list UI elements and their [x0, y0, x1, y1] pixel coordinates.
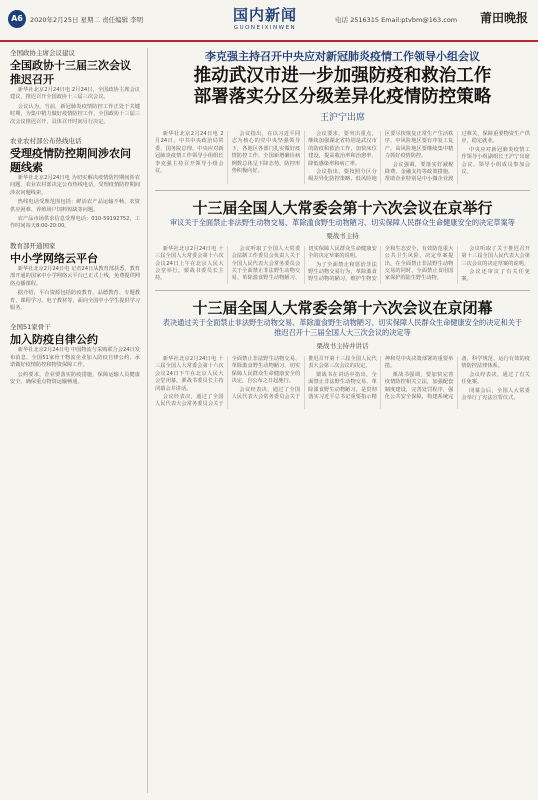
article-kicker: 教育部开通国家: [10, 241, 56, 250]
left-article-2: [10, 136, 140, 231]
article-body: [10, 266, 140, 312]
column-divider: [147, 48, 148, 793]
story-npc-closing: [155, 297, 530, 409]
article-paragraph: 栗战书在讲话中指出，全面禁止非法野生动物交易、革除滥食野生动物陋习，是贯彻落实习近平总书记重要指示精神和党中央决策部署的重要举措。: [308, 355, 454, 400]
article-paragraph: 会议经表决，通过了全国人民代表大会常务委员会关于全面禁止非法野生动物交易、革除滥食野生动物陋习、切实保障人民群众生命健康安全的决定，自公布之日起施行。: [155, 355, 301, 408]
article-paragraph: 会议强调，要落实好减税降费、金融支持等政策措施，帮助企业特别是中小微企业渡过难关，保障重要物资生产供应，稳定就业。: [384, 131, 530, 183]
story3-headline: 十三届全国人大常委会第十六次会议在京闭幕: [192, 298, 493, 317]
article-headline: 受理疫情防控期间涉农问题线索: [10, 147, 131, 175]
article-paragraph: 会议经表决，通过了全国人民代表大会常务委员会关于推迟召开第十三届全国人民代表大会第三次会议的决定。: [231, 355, 377, 400]
article-paragraph: 会议经表决，通过了有关任免案。: [461, 371, 530, 386]
lead-story: [155, 48, 530, 184]
main-column: [155, 48, 530, 798]
article-kicker: 全国政协主席会议建议: [10, 49, 75, 57]
story2-deck: 审议关于全面禁止非法野生动物交易、革除滥食野生动物陋习、切实保障人民群众生命健康安全的决定草案等: [169, 217, 515, 227]
newspaper-logo: 莆田晚报: [479, 11, 528, 25]
article-paragraph: 会议认为，当前，新冠肺炎疫情防控工作正处于关键时期，为集中精力做好疫情防控工作，全国政协十三届三次会议推迟召开，具体召开时间另行决定。: [10, 103, 140, 125]
article-paragraph: 闭幕会后，全国人大常委会举行了宪法宣誓仪式。: [461, 387, 530, 401]
article-kicker: 农业农村部公布热线电话: [10, 137, 82, 146]
contact-info: 电话 2516315 Email:ptvbm@163.com: [335, 16, 458, 24]
article-paragraph: 会议听取了关于推迟召开第十三届全国人民代表大会第三次会议的决定草案的说明。: [461, 245, 530, 267]
story2-headline: 十三届全国人大常委会第十六次会议在京举行: [192, 198, 493, 217]
page-header: [0, 0, 538, 42]
article-paragraph: 中央应对新冠肺炎疫情工作领导小组副组长王沪宁出席会议。领导小组成员参加会议。: [461, 146, 530, 176]
article-paragraph: 公约要求，企业要落实防疫措施，保障运输人员健康安全，确保重点物资运输畅通。: [10, 371, 140, 385]
story3-byline: 栗战书主持并讲话: [316, 341, 369, 350]
article-paragraph: 新华社北京2月24日电 2月24日，中共中央政治局常委、国务院总理、中央应对新冠肺炎疫情工作领导小组组长李克强主持召开领导小组会议。: [155, 131, 224, 175]
section-rule: [155, 190, 530, 191]
story2-byline: 栗战书主持: [326, 231, 359, 240]
article-body: [10, 347, 140, 386]
article-paragraph: 会议指出，要按照分区分级差异化防控策略，低风险地区要尽快恢复正常生产生活秩序，中风险地区要有序复工复产，高风险地区要继续集中精力抓好疫情防控。: [308, 131, 454, 183]
left-article-3: [10, 241, 140, 312]
section-rule: [155, 290, 530, 291]
section-title-en: GUONEIXINWEN: [233, 25, 297, 31]
article-paragraph: 新华社北京2月24日电 为切实解决疫情防控期间涉农问题，农业农村部决定公布热线电话，受理疫情防控期间涉农问题线索。: [10, 175, 140, 196]
article-paragraph: 会议听取了全国人大常委会法制工作委员会负责人关于全国人民代表大会常务委员会关于全面禁止非法野生动物交易、革除滥食野生动物陋习、切实保障人民群众生命健康安全的决定草案的说明。: [231, 245, 377, 282]
lead-body: [155, 131, 530, 184]
page-number-badge: A6: [8, 10, 26, 28]
article-paragraph: 会议要求，要突出重点，继续加强湖北省特别是武汉市的防疫和救治工作，加快床位建设，提高收治率和治愈率、降低感染率和病亡率。: [308, 131, 377, 167]
article-paragraph: 栗战书强调，要加快完善疫情防控相关立法，加强配套制度建设，完善处罚程序，强化公共安全保障，构建系统完备、科学规范、运行有效的疫情防控法律体系。: [384, 355, 530, 400]
article-paragraph: 新华社北京2月24日电 记者24日从教育部获悉，教育部开通的国家中小学网络云平台已正式上线，免费提供网络点播课程。: [10, 265, 140, 287]
lead-kicker: 李克强主持召开中央应对新冠肺炎疫情工作领导小组会议: [205, 50, 480, 63]
article-headline: 中小学网络云平台: [10, 251, 98, 265]
lead-subhead: 王沪宁出席: [319, 113, 365, 123]
left-article-1: [10, 48, 140, 126]
article-paragraph: 会议指出，在以习近平同志为核心的党中央坚强领导下，各地区各部门扎实做好疫情防控工作，全国新增确诊病例数总体呈下降态势，防控形势积极向好。: [231, 131, 301, 175]
section-title: 国内新闻: [232, 6, 297, 24]
left-column: [10, 48, 140, 798]
article-body: [10, 175, 140, 231]
article-body: [10, 87, 140, 126]
article-paragraph: 农产品市场供求信息受理电话：010-59192752，工作时间每天8:00-20:00。: [10, 216, 140, 230]
article-kicker: 全国51家骨干: [10, 323, 51, 332]
lead-headline-line-1: 推动武汉市进一步加强防疫和救治工作: [193, 66, 492, 86]
story2-body: [155, 246, 530, 284]
article-paragraph: 据介绍，平台资源包括防疫教育、品德教育、专题教育、课程学习、电子教材等，面向全国中小学生提供学习服务。: [10, 290, 140, 311]
story3-body: [155, 356, 530, 409]
article-paragraph: 新华社北京2月24日电 十三届全国人大常委会第十六次会议24日上午在北京人民大会堂举行。栗战书委员长主持。: [155, 245, 224, 282]
article-paragraph: 会议还审议了有关任免案。: [461, 269, 530, 283]
lead-headline-line-2: 部署落实分区分级差异化疫情防控策略: [193, 87, 492, 107]
story3-deck: 表决通过关于全面禁止非法野生动物交易、革除滥食野生动物陋习、切实保障人民群众生命健康安全的决定和关于推迟召开十三届全国人大三次会议的决定等: [162, 317, 523, 337]
article-paragraph: 新华社北京2月24日电 2月24日，全国政协主席会议建议，推迟召开全国政协十三届三次会议。: [10, 87, 140, 101]
story-npc-opening: [155, 197, 530, 284]
article-headline: 加入防疫自律公约: [10, 333, 98, 347]
article-headline: 全国政协十三届三次会议推迟召开: [10, 59, 131, 86]
date-line: 2020年2月25日 星期二 责任编辑 李明: [30, 16, 144, 24]
article-paragraph: 新华社北京2月24日电 十三届全国人大常委会第十六次会议24日下午在北京人民大会堂闭幕。栗战书委员长主持闭幕会并讲话。: [155, 355, 224, 392]
article-paragraph: 热线电话受理范围包括：鲜活农产品运输不畅、农资供应困难、养殖场户饲料短缺等问题。: [10, 199, 140, 213]
left-article-4: [10, 322, 140, 386]
article-paragraph: 新华社北京2月24日电 中国物流与采购联合会24日发布消息，全国51家骨干物流企业加入防疫自律公约，承诺做好疫情防控和物资保障工作。: [10, 347, 140, 369]
article-paragraph: 为了全面禁止和惩治非法野生动物交易行为，革除滥食野生动物的陋习，维护生物安全和生态安全，有效防范重大公共卫生风险，决定草案提出，在全面禁止非法野生动物交易的同时，全面禁止食用国家保护的陆生野生动物。: [308, 245, 454, 283]
section-title-block: [200, 4, 330, 31]
